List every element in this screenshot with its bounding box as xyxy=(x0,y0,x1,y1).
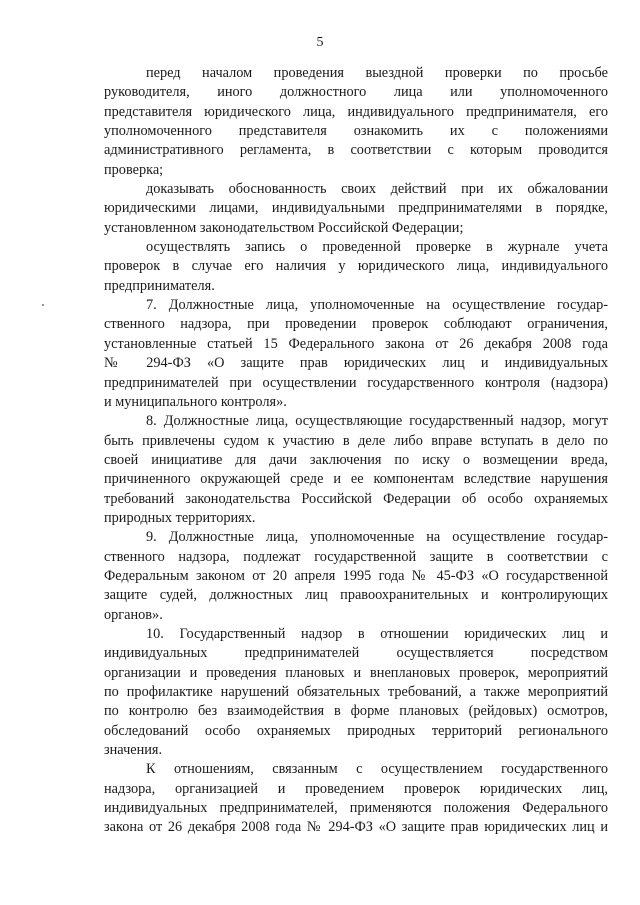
paragraph-p7 xyxy=(104,625,608,760)
text-line: № 294-ФЗ «О защите прав юридических лиц и индивидуальных xyxy=(104,355,608,372)
page-number: 5 xyxy=(316,35,324,50)
text-line: Федеральным законом от 20 апреля 1995 года № 45-ФЗ «О государственной xyxy=(104,567,608,584)
paragraph-p2 xyxy=(104,180,608,238)
text-line: организации и проведения плановых и внеплановых проверок, мероприятий xyxy=(104,664,608,681)
text-line: проверка; xyxy=(104,161,164,178)
document-body xyxy=(104,64,608,838)
text-line: надзора, организацией и проведением проверок юридических лиц, xyxy=(104,780,608,797)
text-line: административного регламента, в соответствии с которым проводится xyxy=(104,142,608,159)
paragraph-p8 xyxy=(104,760,608,837)
text-line: обследований особо охраняемых природных территорий регионального xyxy=(104,722,608,739)
text-line: 9. Должностные лица, уполномоченные на осуществление государ- xyxy=(146,529,608,546)
text-line: требований законодательства Российской Федерации об особо охраняемых xyxy=(104,490,608,507)
text-line: и муниципального контроля». xyxy=(104,393,287,410)
paragraph-p5 xyxy=(104,412,608,528)
paragraph-p3 xyxy=(104,238,608,296)
text-line: доказывать обоснованность своих действий при их обжаловании xyxy=(146,181,608,198)
text-line: органов». xyxy=(104,606,163,623)
text-line: по контролю без взаимодействия в форме плановых (рейдовых) осмотров, xyxy=(104,703,608,720)
text-line: уполномоченного представителя ознакомить их с положениями xyxy=(104,123,608,140)
text-line: установленные статьей 15 Федерального закона от 26 декабря 2008 года xyxy=(104,335,608,352)
text-line: 10. Государственный надзор в отношении юридических лиц и xyxy=(146,625,608,642)
text-line: защите судей, должностных лиц правоохранительных и контролирующих xyxy=(104,587,608,604)
scan-artifact-dot xyxy=(42,304,44,306)
paragraph-p4 xyxy=(104,296,608,412)
text-line: значения. xyxy=(104,742,163,759)
text-line: причиненного окружающей среде и ее компонентам вследствие нарушения xyxy=(104,471,608,488)
text-line: К отношениям, связанным с осуществлением государственного xyxy=(146,761,608,778)
text-line: по профилактике нарушений обязательных требований, а также мероприятий xyxy=(104,684,608,700)
text-line: перед началом проведения выездной проверки по просьбе xyxy=(146,65,608,81)
text-line: предпринимателей при осуществлении государственного контроля (надзора) xyxy=(104,374,608,391)
text-line: ственного надзора, подлежат государственной защите в соответствии с xyxy=(104,548,608,565)
text-line: юридическими лицами, индивидуальными предпринимателями в порядке, xyxy=(104,200,608,217)
text-line: природных территориях. xyxy=(104,509,256,526)
text-line: осуществлять запись о проведенной проверке в журнале учета xyxy=(146,239,608,256)
text-line: своей инициативе для дачи заключения по иску о возмещении вреда, xyxy=(104,451,608,468)
text-line: 8. Должностные лица, осуществляющие государственный надзор, могут xyxy=(146,413,608,430)
text-line: 7. Должностные лица, уполномоченные на осуществление государ- xyxy=(146,297,608,314)
paragraph-p6 xyxy=(104,528,608,625)
text-line: индивидуальных предпринимателей осуществляется посредством xyxy=(104,645,608,662)
text-line: представителя юридического лица, индивидуального предпринимателя, его xyxy=(104,103,608,120)
text-line: предпринимателя. xyxy=(104,277,215,294)
text-line: индивидуальных предпринимателей, применяются положения Федерального xyxy=(104,800,608,817)
text-line: ственного надзора, при проведении проверок соблюдают ограничения, xyxy=(104,316,608,333)
text-line: установленном законодательством Российской Федерации; xyxy=(104,219,464,236)
text-line: руководителя, иного должностного лица или уполномоченного xyxy=(104,84,608,101)
text-line: проверок в случае его наличия у юридического лица, индивидуального xyxy=(104,258,608,275)
paragraph-p1 xyxy=(104,64,608,180)
text-line: закона от 26 декабря 2008 года № 294-ФЗ «О защите прав юридических лиц и xyxy=(104,819,608,836)
text-line: быть привлечены судом к участию в деле либо вправе вступать в дело по xyxy=(104,432,608,449)
